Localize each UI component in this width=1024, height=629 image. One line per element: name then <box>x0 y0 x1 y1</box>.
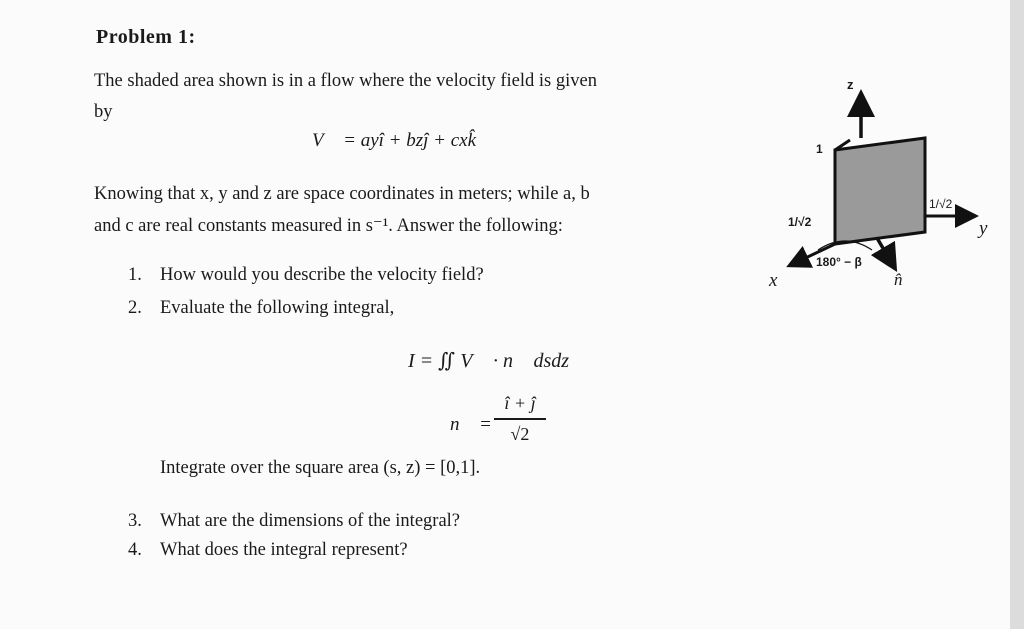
angle-label: 180° − β <box>816 255 862 269</box>
right-width-label: 1/√2 <box>929 197 953 211</box>
left-width-label: 1/√2 <box>788 215 812 229</box>
x-axis-label: x <box>769 270 778 291</box>
q1-text: How would you describe the velocity field? <box>160 265 484 285</box>
normal-denominator: √2 <box>510 424 530 444</box>
normal-vector-lhs: n⃗ = <box>450 414 492 435</box>
knowing-line-1: Knowing that x, y and z are space coordinates in meters; while a, b <box>94 184 590 204</box>
normal-label: n̂ <box>894 270 903 289</box>
integral-equation: I = ∬ V⃗ · n⃗ dsdz <box>408 350 570 372</box>
intro-line-1: The shaded area shown is in a flow where the velocity field is given <box>94 71 597 91</box>
integrate-instruction: Integrate over the square area (s, z) = [0,1]. <box>160 458 481 478</box>
height-label: 1 <box>816 142 823 156</box>
q3-text: What are the dimensions of the integral? <box>160 511 461 531</box>
q4-number: 4. <box>128 540 142 560</box>
knowing-line-2: and c are real constants measured in s⁻¹. Answer the following: <box>94 216 563 236</box>
q2-text: Evaluate the following integral, <box>160 298 395 318</box>
intro-line-2: by <box>94 102 113 122</box>
q1-number: 1. <box>128 265 142 285</box>
q4-text: What does the integral represent? <box>160 540 408 560</box>
q2-number: 2. <box>128 298 142 318</box>
z-axis-label: z <box>847 77 854 92</box>
q3-number: 3. <box>128 511 142 531</box>
normal-vector-arrow <box>877 238 890 260</box>
velocity-equation: V⃗ = ayî + bzĵ + cxk̂ <box>312 130 477 151</box>
problem-title: Problem 1: <box>96 26 196 48</box>
normal-numerator: î + ĵ <box>504 393 536 413</box>
y-axis-label: y <box>979 218 988 239</box>
shaded-area <box>835 138 925 244</box>
